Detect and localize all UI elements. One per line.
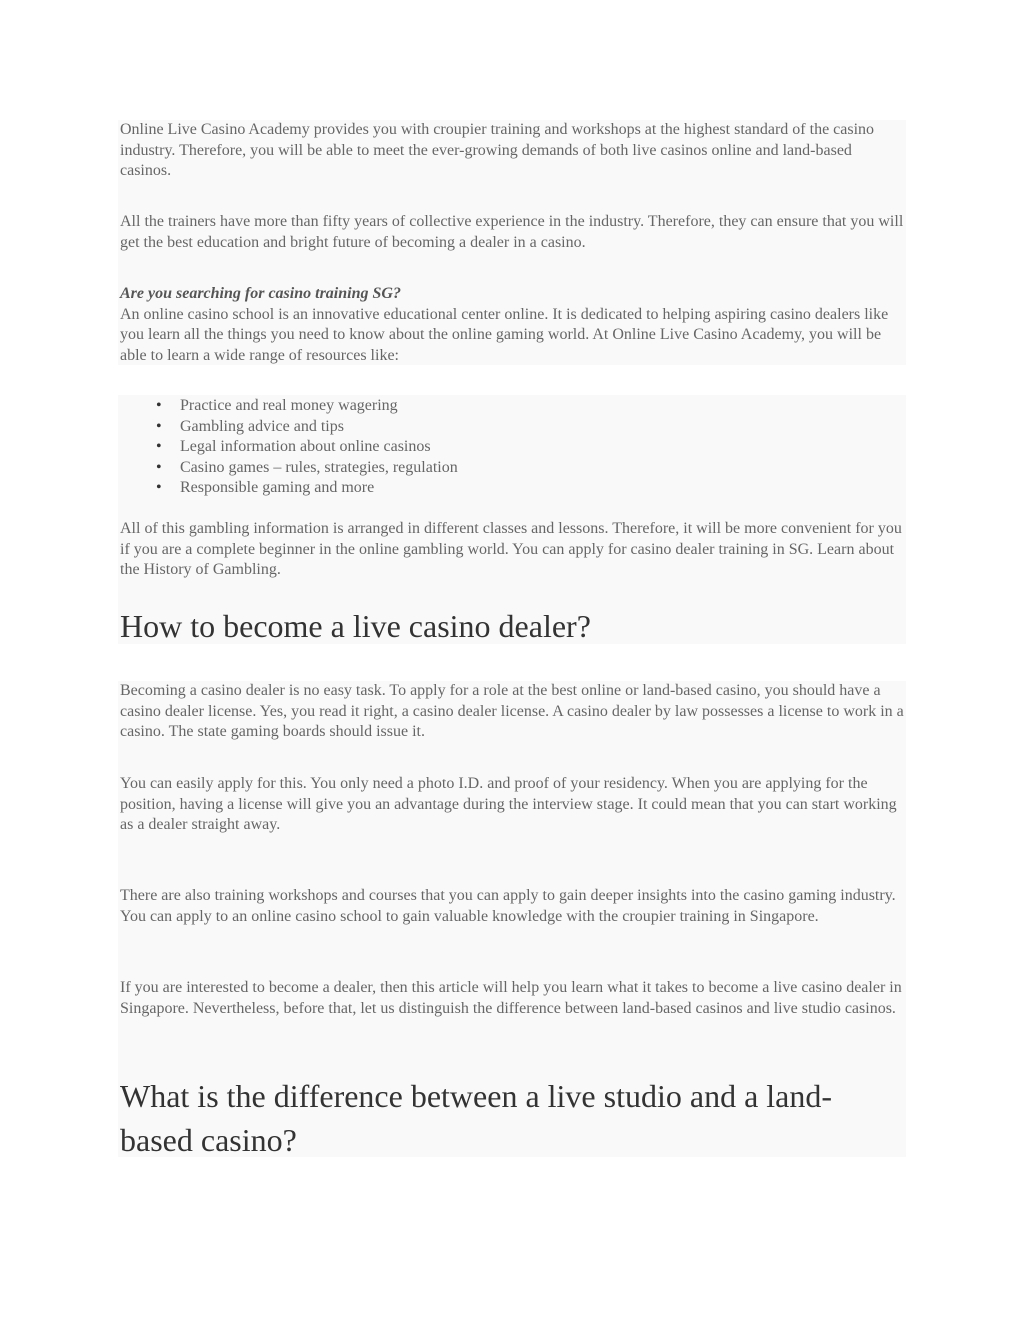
- intro-paragraph-2: All the trainers have more than fifty years of collective experience in the industry. Therefore, they can ensure that you will get the best education and bright future of becoming a dealer in a casino.: [120, 213, 904, 251]
- intro-subsection: [120, 284, 904, 366]
- intro-paragraph-3: An online casino school is an innovative educational center online. It is dedicated to helping aspiring casino dealers like you learn all the things you need to know about the online gaming world. At Online Live Casino Academy, you will be able to learn a wide range of resources like:: [120, 305, 889, 364]
- subheading: Are you searching for casino training SG?: [120, 285, 401, 302]
- dealer-paragraph-2: You can easily apply for this. You only need a photo I.D. and proof of your residency. When you are applying for the position, having a license will give you an advantage during the interview stage. It could mean that you can start working as a dealer straight away.: [120, 775, 897, 833]
- list-item: • Legal information about online casinos: [120, 437, 904, 458]
- heading-difference: What is the difference between a live studio and a land-based casino?: [120, 1078, 833, 1158]
- list-item: • Practice and real money wagering: [120, 396, 904, 417]
- dealer-paragraph-4: If you are interested to become a dealer, then this article will help you learn what it takes to become a live casino dealer in Singapore. Nevertheless, before that, let us distinguish the difference between land-based casinos and live studio casinos.: [120, 979, 902, 1017]
- dealer-paragraph-3: There are also training workshops and courses that you can apply to gain deeper insights into the casino gaming industry. You can apply to an online casino school to gain valuable knowledge with the croupier training in Singapore.: [120, 887, 896, 925]
- heading-become-dealer: How to become a live casino dealer?: [120, 608, 591, 644]
- resources-list: [120, 396, 904, 499]
- list-item: • Casino games – rules, strategies, regulation: [120, 458, 904, 479]
- intro-paragraph-1: Online Live Casino Academy provides you with croupier training and workshops at the highest standard of the casino industry. Therefore, you will be able to meet the ever-growing demands of both live casinos online and land-based casinos.: [120, 121, 875, 179]
- dealer-paragraph-1: Becoming a casino dealer is no easy task. To apply for a role at the best online or land-based casino, you should have a casino dealer license. Yes, you read it right, a casino dealer license. A casino dealer by law possesses a license to work in a casino. The state gaming boards should issue it.: [120, 682, 904, 740]
- list-item: • Responsible gaming and more: [120, 478, 904, 499]
- resources-paragraph: All of this gambling information is arranged in different classes and lessons. Therefore, it will be more convenient for you if you are a complete beginner in the online gambling world. You can apply for casino dealer training in SG. Learn about the History of Gambling.: [120, 520, 902, 578]
- list-item: • Gambling advice and tips: [120, 417, 904, 438]
